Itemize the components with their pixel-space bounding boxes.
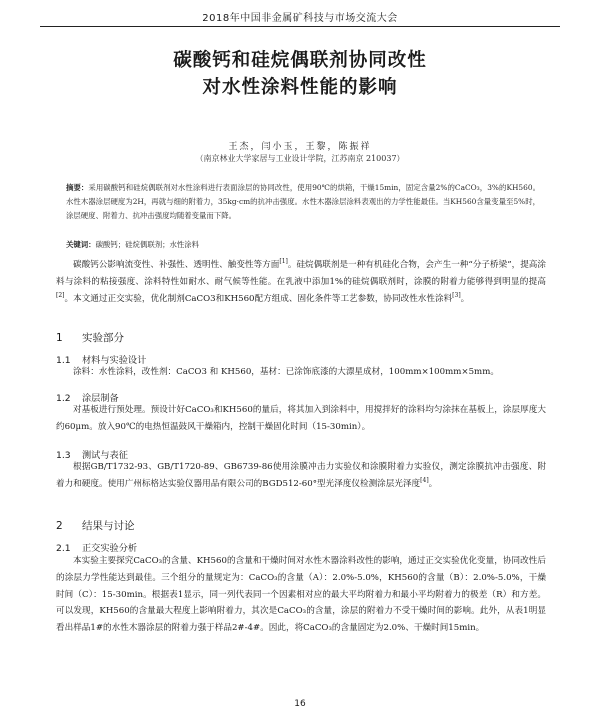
subsection-heading-1-1: 1.1 材料与实验设计 <box>56 355 147 366</box>
abstract-text: 采用碳酸钙和硅烷偶联剂对水性涂料进行表面涂层的协同改性，使用90℃的烘箱，干燥15min，固定含量2%的CaCO₃，3%的KH560。水性木器涂层硬度为2H，再就与细的附着力，35kg·cm的抗冲击强度。水性木器涂层涂料表观出的力学性能最佳。当KH560含量变量至5%时，涂层硬度、附着力、抗冲击强度均随着变量而下降。 <box>66 183 540 220</box>
keywords-label: 关键词： <box>66 240 96 249</box>
abstract-label: 摘要： <box>66 183 89 192</box>
header-rule <box>40 26 560 27</box>
citation: [2] <box>56 291 65 299</box>
citation: [3] <box>452 291 461 299</box>
section-heading-2: 2 结果与讨论 <box>56 520 135 532</box>
keywords-text: 碳酸钙；硅烷偶联剂；水性涂料 <box>95 240 200 249</box>
orthogonal-paragraph: 本实验主要探究CaCO₃的含量、KH560的含量和干燥时间对水性木器涂料改性的影响，通过正交实验优化变量，协同改性后的涂层力学性能达到最佳。三个组分的量规定为：CaCO₃的含量（A）：2.0%-5.0%，KH560的含量（B）：2.0%-5.0%，干燥时间（C）：15-30min。根据表1显示，同一列代表同一个因素相对应的最大平均附着力和最小平均附着力的极差（R）和方差。可以发现，KH560的含量最大程度上影响附着力，其次是CaCO₃的含量，涂层的附着力不受干燥时间的影响。此外，从表1明显看出样品1#的水性木器涂层的附着力强于样品2#-4#。因此，将CaCO₃的含量固定为2.0%、干燥时间15min。 <box>56 556 546 634</box>
abstract <box>66 181 540 223</box>
citation: [1] <box>279 258 288 266</box>
authors: 王杰，闫小玉，王黎，陈振祥 <box>228 142 372 152</box>
subsection-heading-2-1: 2.1 正交实验分析 <box>56 543 138 554</box>
testing-paragraph: 根据GB/T1732-93、GB/T1720-89、GB6739-86使用涂膜冲击力实验仪和涂膜附着力实验仪，测定涂膜抗冲击强度、附着力和硬度。使用广州标格达实验仪器用品有限公司的BGD512-60°型光泽度仪检测涂层光泽度[4]。 <box>56 462 546 489</box>
coating-paragraph: 对基板进行预处理。预设计好CaCO₃和KH560的量后，将其加入到涂料中，用搅拌好的涂料均匀涂抹在基板上，涂层厚度大约60μm。放入90℃的电热恒温鼓风干燥箱内，控制干燥固化时间（15-30min）。 <box>56 405 546 432</box>
affiliation: （南京林业大学家居与工业设计学院，江苏南京 210037） <box>195 154 405 163</box>
intro-paragraph: 碳酸钙公影响流变性、补强性、透明性、触变性等方面[1]。硅烷偶联剂是一种有机硅化合物，会产生一种“分子桥梁”，提高涂料与涂料的粘接强度、涂料特性如耐水、耐气候等性能。在乳液中添加1%的硅烷偶联剂时，涂膜的附着力能够得到明显的提高[2]。本文通过正交实验，优化制剂CaCO3和KH560配方组成、固化条件等工艺参数，协同改性水性涂料[3]。 <box>56 258 546 304</box>
paper-title-line-1: 碳酸钙和硅烷偶联剂协同改性 <box>173 50 427 71</box>
section-heading-1: 1 实验部分 <box>56 332 124 344</box>
running-header: 2018年中国非金属矿科技与市场交流大会 <box>202 13 398 24</box>
citation: [4] <box>420 476 429 484</box>
subsection-heading-1-3: 1.3 测试与表征 <box>56 450 128 461</box>
page-number: 16 <box>294 699 306 709</box>
materials-paragraph: 涂料：水性涂料，改性剂：CaCO3 和 KH560，基材：已涂饰底漆的大漂星成材，100mm×100mm×5mm。 <box>73 367 499 377</box>
keywords <box>66 239 540 250</box>
paper-title-line-2: 对水性涂料性能的影响 <box>202 77 398 98</box>
subsection-heading-1-2: 1.2 涂层制备 <box>56 393 119 404</box>
